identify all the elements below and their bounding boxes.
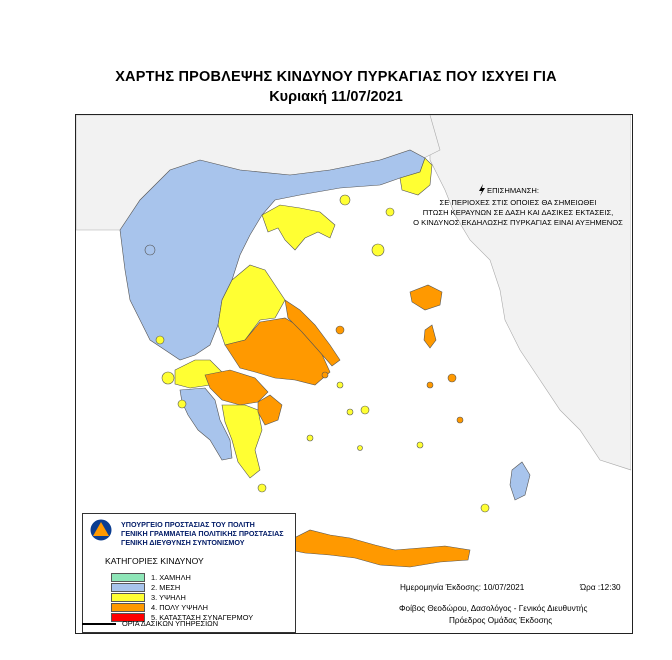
signatory-role: Πρόεδρος Ομάδας Έκδοσης: [449, 616, 553, 625]
issue-time: Ώρα :12:30: [580, 583, 621, 592]
legend-swatch-very-high: [111, 603, 145, 612]
legend-label-high: 3. ΥΨΗΛΗ: [151, 592, 186, 602]
island-karpathos: [481, 504, 489, 512]
legend-label-very-high: 4. ΠΟΛΥ ΥΨΗΛΗ: [151, 602, 208, 612]
boundary-line-icon: [82, 623, 116, 625]
island-skyros: [336, 326, 344, 334]
island-kos: [457, 417, 463, 423]
island-paros: [347, 409, 353, 415]
island-santorini: [358, 446, 363, 451]
signatory: Φοίβος Θεοδώρου, Δασολόγος - Γενικός Διευθυντής: [399, 604, 588, 613]
island-andros: [322, 372, 328, 378]
legend-swatch-low: [111, 573, 145, 582]
notice-title: ΕΠΙΣΗΜΑΝΣΗ:: [487, 186, 539, 195]
region-argolida: [258, 395, 282, 425]
boundary-label: ΟΡΙΑ ΔΑΣΙΚΩΝ ΥΠΗΡΕΣΙΩΝ: [122, 619, 219, 628]
island-rhodes: [510, 462, 530, 500]
notice-line-1: ΣΕ ΠΕΡΙΟΧΕΣ ΣΤΙΣ ΟΠΟΙΕΣ ΘΑ ΣΗΜΕΙΩΘΕΙ: [439, 198, 597, 207]
legend-item-low: [111, 572, 191, 582]
legend-item-high: [111, 592, 186, 602]
island-kythira: [258, 484, 266, 492]
legend-label-low: 1. ΧΑΜΗΛΗ: [151, 572, 191, 582]
island-lesvos: [410, 285, 442, 310]
legend-swatch-high: [111, 593, 145, 602]
island-chios: [424, 325, 436, 348]
region-chalkidiki: [262, 205, 335, 250]
island-tinos: [337, 382, 343, 388]
island-samothrace: [386, 208, 394, 216]
legend-boundary: [82, 619, 218, 628]
notice-line-2: ΠΤΩΣΗ ΚΕΡΑΥΝΩΝ ΣΕ ΔΑΣΗ ΚΑΙ ΔΑΣΙΚΕΣ ΕΚΤΑΣΕΙΣ,: [422, 208, 614, 217]
map-title: ΧΑΡΤΗΣ ΠΡΟΒΛΕΨΗΣ ΚΙΝΔΥΝΟΥ ΠΥΡΚΑΓΙΑΣ ΠΟΥ ΙΣΧΥΕΙ ΓΙΑ: [115, 69, 557, 85]
lightning-bolt-icon: [478, 184, 486, 196]
island-naxos: [361, 406, 369, 414]
island-ikaria: [427, 382, 433, 388]
legend-item-medium: [111, 582, 180, 592]
island-samos: [448, 374, 456, 382]
legend-item-very-high: [111, 602, 208, 612]
legend-swatch-medium: [111, 583, 145, 592]
notice-line-3: Ο ΚΙΝΔΥΝΟΣ ΕΚΔΗΛΩΣΗΣ ΠΥΡΚΑΓΙΑΣ ΕΙΝΑΙ ΑΥΞΗΜΕΝΟΣ: [413, 218, 623, 227]
legend-panel: [82, 513, 296, 633]
island-lefkada: [156, 336, 164, 344]
island-milos: [307, 435, 313, 441]
org-line-2: ΓΕΝΙΚΗ ΓΡΑΜΜΑΤΕΙΑ ΠΟΛΙΤΙΚΗΣ ΠΡΟΣΤΑΣΙΑΣ: [121, 529, 284, 538]
island-astypalea: [417, 442, 423, 448]
island-limnos: [372, 244, 384, 256]
island-zakynthos: [178, 400, 186, 408]
island-kefalonia: [162, 372, 174, 384]
issue-date: Ημερομηνία Έκδοσης: 10/07/2021: [400, 583, 525, 592]
org-line-3: ΓΕΝΙΚΗ ΔΙΕΥΘΥΝΣΗ ΣΥΝΤΟΝΙΣΜΟΥ: [121, 538, 245, 547]
legend-label-alarm: 5. ΚΑΤΑΣΤΑΣΗ ΣΥΝΑΓΕΡΜΟΥ: [151, 612, 254, 622]
island-thasos: [340, 195, 350, 205]
map-date: Κυριακή 11/07/2021: [269, 89, 403, 105]
island-corfu: [145, 245, 155, 255]
civil-protection-logo-icon: [89, 518, 113, 542]
legend-label-medium: 2. ΜΕΣΗ: [151, 582, 181, 592]
org-line-1: ΥΠΟΥΡΓΕΙΟ ΠΡΟΣΤΑΣΙΑΣ ΤΟΥ ΠΟΛΙΤΗ: [121, 520, 255, 529]
legend-categories-title: ΚΑΤΗΓΟΡΙΕΣ ΚΙΝΔΥΝΟΥ: [105, 556, 204, 566]
island-crete: [290, 530, 470, 567]
legend-org: [121, 520, 284, 547]
